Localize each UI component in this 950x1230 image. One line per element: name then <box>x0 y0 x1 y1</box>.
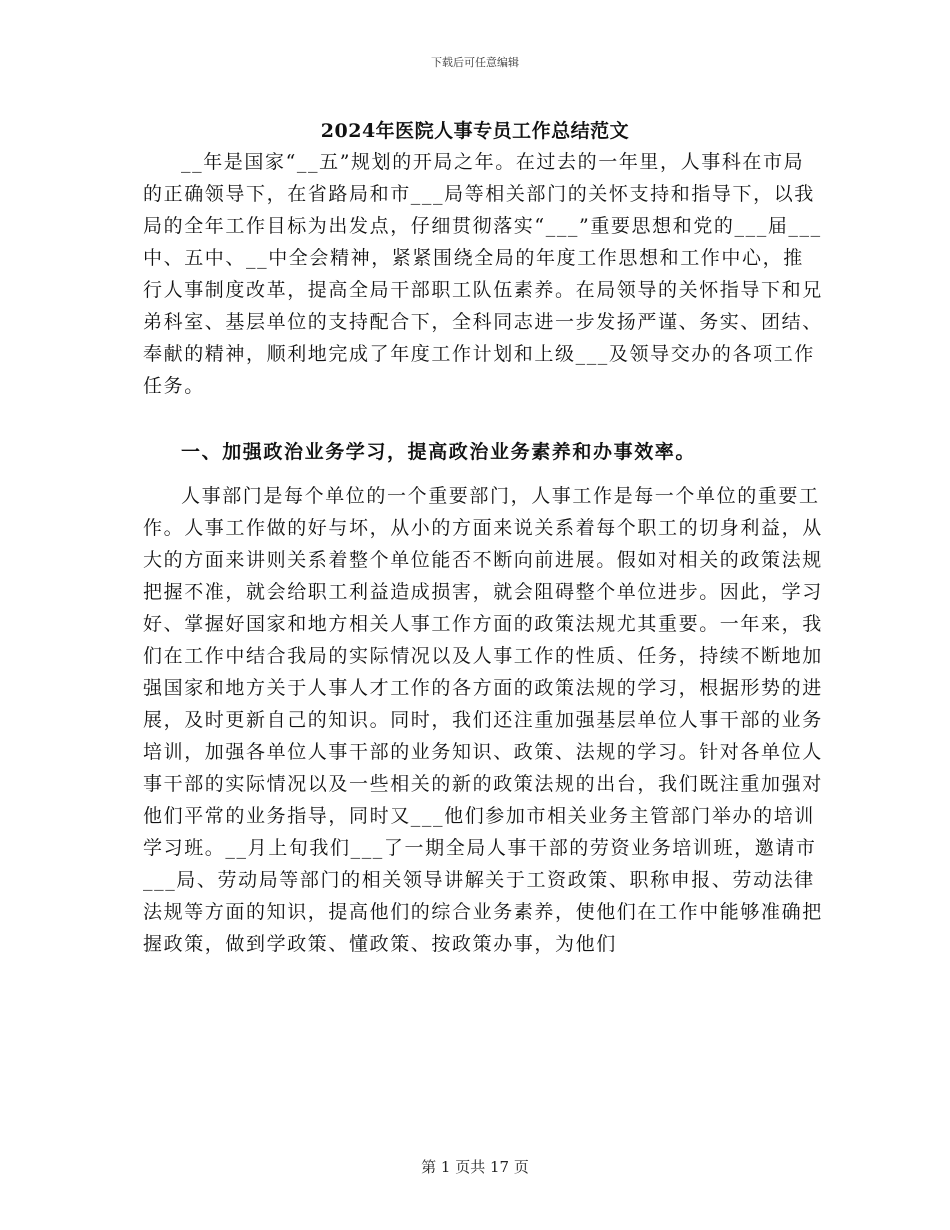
section-heading: 一、加强政治业务学习，提高政治业务素养和办事效率。 <box>181 441 697 463</box>
page-header: 下载后可任意编辑 <box>431 56 519 69</box>
document-title: 2024年医院人事专员工作总结范文 <box>320 120 630 142</box>
intro-paragraph: __年是国家“__五”规划的开局之年。在过去的一年里，人事科在市局的正确领导下，在省路局和市___局等相关部门的关怀支持和指导下，以我局的全年工作目标为出发点，仔细贯彻落实“___”重要思想和党的___届___中、五中、__中全会精神，紧紧围绕全局的年度工作思想和工作中心，推行人事制度改革，提高全局干部职工队伍素养。在局领导的关怀指导下和兄弟科室、基层单位的支持配合下，全科同志进一步发扬严谨、务实、团结、奉献的精神，顺利地完成了年度工作计划和上级___及领导交办的各项工作任务。 <box>143 151 823 397</box>
page-footer: 第 1 页共 17 页 <box>421 1158 529 1176</box>
body-paragraph: 人事部门是每个单位的一个重要部门，人事工作是每一个单位的重要工作。人事工作做的好与坏，从小的方面来说关系着每个职工的切身利益，从大的方面来讲则关系着整个单位能否不断向前进展。假如对相关的政策法规把握不准，就会给职工利益造成损害，就会阻碍整个单位进步。因此，学习好、掌握好国家和地方相关人事工作方面的政策法规尤其重要。一年来，我们在工作中结合我局的实际情况以及人事工作的性质、任务，持续不断地加强国家和地方关于人事人才工作的各方面的政策法规的学习，根据形势的进展，及时更新自己的知识。同时，我们还注重加强基层单位人事干部的业务培训，加强各单位人事干部的业务知识、政策、法规的学习。针对各单位人事干部的实际情况以及一些相关的新的政策法规的出台，我们既注重加强对他们平常的业务指导，同时又___他们参加市相关业务主管部门举办的培训学习班。__月上旬我们___了一期全局人事干部的劳资业务培训班，邀请市___局、劳动局等部门的相关领导讲解关于工资政策、职称申报、劳动法律法规等方面的知识，提高他们的综合业务素养，使他们在工作中能够准确把握政策，做到学政策、懂政策、按政策办事，为他们 <box>143 485 823 955</box>
